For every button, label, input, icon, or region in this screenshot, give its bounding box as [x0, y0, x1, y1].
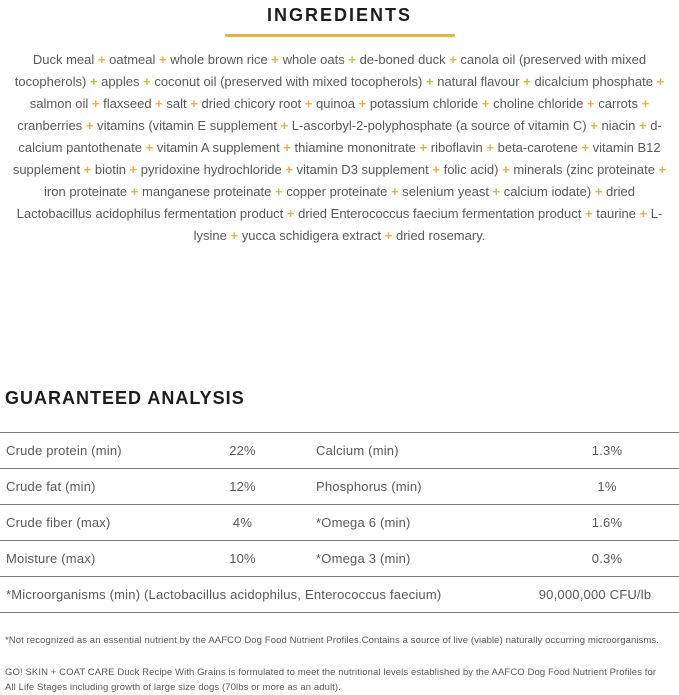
- plus-separator: +: [186, 96, 202, 111]
- analysis-label: Moisture (max): [6, 551, 96, 566]
- ingredient-item: vitamins (vitamin E supplement: [97, 118, 277, 133]
- plus-separator: +: [276, 118, 292, 133]
- analysis-label: Phosphorus (min): [316, 479, 422, 494]
- plus-separator: +: [428, 162, 444, 177]
- ingredient-item: calcium iodate): [503, 184, 592, 199]
- label-page: [0, 5, 679, 693]
- ingredient-item: taurine: [596, 206, 636, 221]
- ingredient-item: vitamin A supplement: [156, 140, 280, 155]
- plus-separator: +: [381, 228, 396, 243]
- plus-separator: +: [583, 96, 599, 111]
- plus-separator: +: [488, 184, 504, 199]
- ingredient-item: L-lysine: [193, 206, 663, 243]
- analysis-label: Calcium (min): [316, 443, 399, 458]
- plus-separator: +: [86, 74, 102, 89]
- plus-separator: +: [139, 74, 155, 89]
- analysis-value: 90,000,000 CFU/lb: [538, 587, 652, 602]
- analysis-label: Crude fiber (max): [6, 515, 111, 530]
- ingredient-item: dried Enterococcus faecium fermentation product: [298, 206, 582, 221]
- plus-separator: +: [591, 184, 607, 199]
- analysis-label: Crude protein (min): [6, 443, 122, 458]
- plus-separator: +: [387, 184, 403, 199]
- analysis-row-microorganisms: [0, 576, 679, 613]
- ingredient-item: canola oil (preserved with mixed tocopherols): [14, 52, 647, 89]
- ingredient-item: thiamine mononitrate: [294, 140, 416, 155]
- ingredient-item: biotin: [94, 162, 126, 177]
- ingredient-item: salt: [166, 96, 187, 111]
- plus-separator: +: [445, 52, 461, 67]
- plus-separator: +: [125, 162, 141, 177]
- ingredient-item: whole brown rice: [170, 52, 268, 67]
- plus-separator: +: [422, 74, 438, 89]
- plus-separator: +: [88, 96, 104, 111]
- plus-separator: +: [478, 96, 494, 111]
- analysis-value: 1.6%: [591, 515, 623, 530]
- plus-separator: +: [279, 140, 295, 155]
- plus-separator: +: [82, 118, 98, 133]
- plus-separator: +: [80, 162, 95, 177]
- ingredient-item: cranberries: [17, 118, 83, 133]
- ingredient-item: Duck meal: [32, 52, 95, 67]
- ingredient-item: iron proteinate: [44, 184, 128, 199]
- ingredient-item: oatmeal: [109, 52, 156, 67]
- ingredient-item: yucca schidigera extract: [241, 228, 382, 243]
- plus-separator: +: [226, 228, 242, 243]
- ingredient-item: dried chicory root: [201, 96, 302, 111]
- analysis-label: *Omega 3 (min): [316, 551, 411, 566]
- ingredient-item: whole oats: [282, 52, 345, 67]
- analysis-value: 22%: [229, 443, 256, 458]
- ingredient-item: natural flavour: [437, 74, 520, 89]
- plus-separator: +: [267, 52, 283, 67]
- analysis-value: 12%: [229, 479, 256, 494]
- plus-separator: +: [355, 96, 370, 111]
- ingredient-item: L-ascorbyl-2-polyphosphate (a source of vitamin C): [291, 118, 587, 133]
- ingredient-item: choline chloride: [493, 96, 584, 111]
- analysis-row: [0, 504, 679, 540]
- analysis-row: [0, 468, 679, 504]
- analysis-label: *Microorganisms (min) (Lactobacillus acidophilus, Enterococcus faecium): [6, 587, 442, 602]
- ingredient-item: riboflavin: [430, 140, 483, 155]
- plus-separator: +: [155, 52, 171, 67]
- ingredient-item: manganese proteinate: [142, 184, 272, 199]
- ingredient-item: minerals (zinc proteinate: [513, 162, 655, 177]
- ingredient-item: dried rosemary.: [396, 228, 486, 243]
- ingredient-item: vitamin D3 supplement: [296, 162, 429, 177]
- ingredient-item: de-boned duck: [359, 52, 446, 67]
- plus-separator: +: [519, 74, 535, 89]
- plus-separator: +: [271, 184, 287, 199]
- analysis-value: 4%: [232, 515, 253, 530]
- plus-separator: +: [344, 52, 360, 67]
- ingredient-item: vitamin B12 supplement: [12, 140, 661, 177]
- plus-separator: +: [635, 206, 651, 221]
- plus-separator: +: [94, 52, 110, 67]
- plus-separator: +: [415, 140, 431, 155]
- gold-divider: [225, 34, 455, 37]
- ingredient-item: potassium chloride: [369, 96, 479, 111]
- plus-separator: +: [301, 96, 316, 111]
- analysis-value: 1%: [597, 479, 617, 494]
- analysis-value: 10%: [229, 551, 256, 566]
- plus-separator: +: [652, 74, 665, 89]
- ingredient-item: salmon oil: [29, 96, 89, 111]
- ingredient-item: carrots: [598, 96, 638, 111]
- guaranteed-analysis-title: GUARANTEED ANALYSIS: [5, 388, 245, 408]
- ingredient-item: pyridoxine hydrochloride: [140, 162, 282, 177]
- plus-separator: +: [482, 140, 498, 155]
- ingredient-item: dried Lactobacillus acidophilus fermentation product: [16, 184, 635, 221]
- plus-separator: +: [586, 118, 602, 133]
- ingredient-item: selenium yeast: [402, 184, 489, 199]
- analysis-row: [0, 432, 679, 468]
- ingredient-item: copper proteinate: [286, 184, 388, 199]
- plus-separator: +: [142, 140, 157, 155]
- plus-separator: +: [281, 162, 297, 177]
- plus-separator: +: [498, 162, 514, 177]
- ingredient-item: niacin: [601, 118, 636, 133]
- plus-separator: +: [151, 96, 167, 111]
- analysis-label: Crude fat (min): [6, 479, 96, 494]
- ingredient-item: flaxseed: [103, 96, 152, 111]
- ingredients-section-title: INGREDIENTS: [266, 5, 412, 25]
- plus-separator: +: [577, 140, 593, 155]
- analysis-table: [0, 432, 679, 613]
- plus-separator: +: [581, 206, 597, 221]
- ingredient-item: coconut oil (preserved with mixed tocopherols): [154, 74, 423, 89]
- ingredient-item: apples: [101, 74, 140, 89]
- plus-separator: +: [638, 96, 650, 111]
- footnote-formulation: GO! SKIN + COAT CARE Duck Recipe With Grains is formulated to meet the nutritional levels established by the AAFCO Dog Food Nutrient Profiles for All Life Stages including growth of large size dogs (70lbs or more as an adult).: [5, 667, 657, 693]
- analysis-row: [0, 540, 679, 576]
- analysis-label: *Omega 6 (min): [316, 515, 411, 530]
- plus-separator: +: [127, 184, 142, 199]
- plus-separator: +: [635, 118, 651, 133]
- footnote-aafco: *Not recognized as an essential nutrient by the AAFCO Dog Food Nutrient Profiles.Contains a source of live (viable) naturally occurring microorganisms.: [5, 635, 660, 646]
- ingredient-item: beta-carotene: [497, 140, 578, 155]
- analysis-value: 1.3%: [591, 443, 623, 458]
- ingredient-item: quinoa: [316, 96, 356, 111]
- ingredient-item: dicalcium phosphate: [534, 74, 653, 89]
- plus-separator: +: [654, 162, 667, 177]
- ingredient-item: d-calcium pantothenate: [18, 118, 662, 155]
- ingredient-item: folic acid): [443, 162, 499, 177]
- plus-separator: +: [283, 206, 299, 221]
- analysis-value: 0.3%: [591, 551, 623, 566]
- ingredients-text: [8, 49, 671, 247]
